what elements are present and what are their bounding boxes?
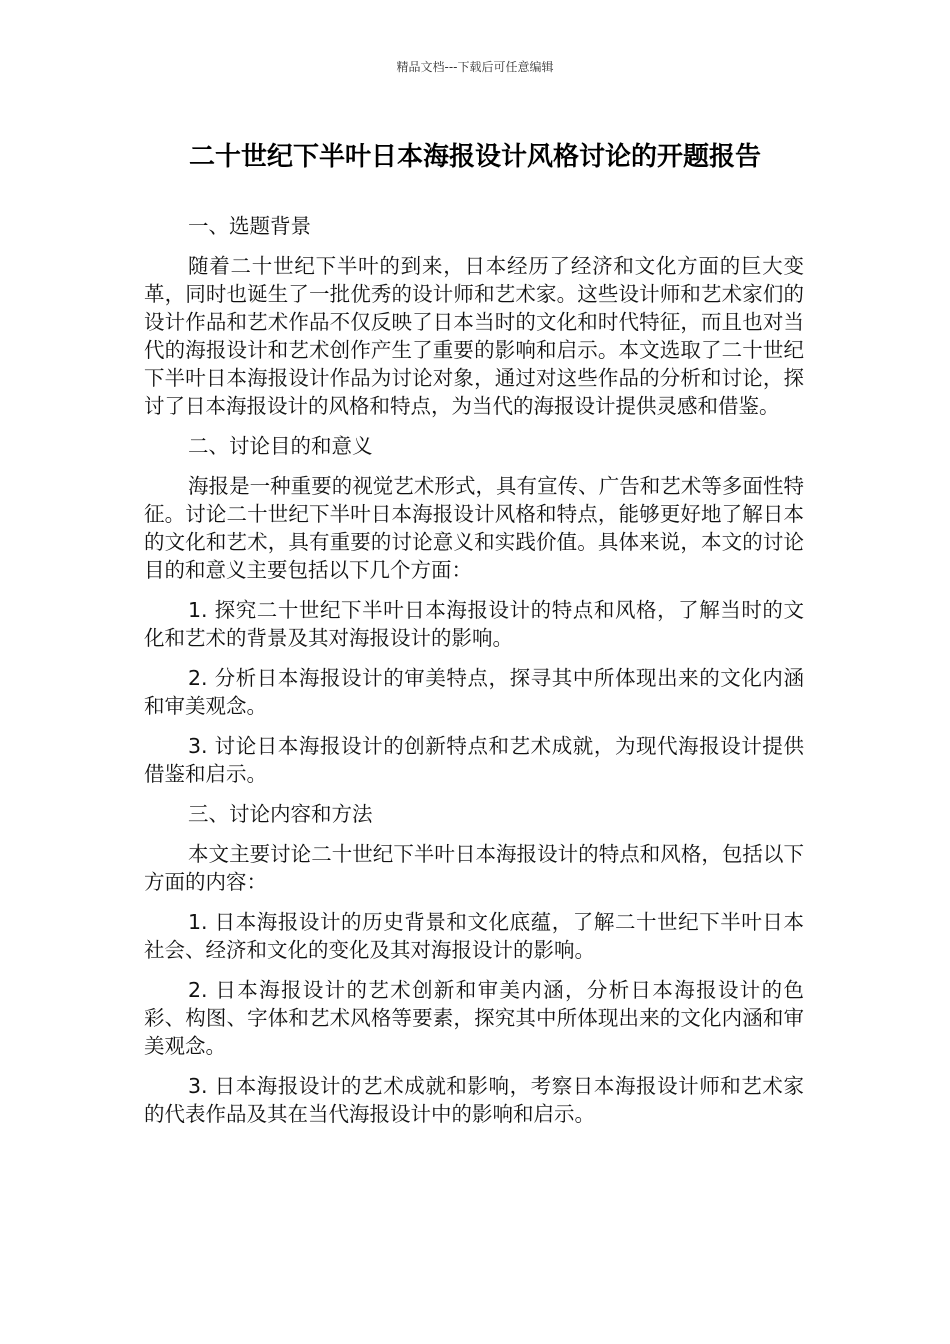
purpose-paragraph: 海报是一种重要的视觉艺术形式，具有宣传、广告和艺术等多面性特征。讨论二十世纪下半叶日本海报设计风格和特点，能够更好地了解日本的文化和艺术，具有重要的讨论意义和实践价值。具体来说，本文的讨论目的和意义主要包括以下几个方面： xyxy=(144,474,804,582)
section-heading-purpose: 二、讨论目的和意义 xyxy=(188,434,373,458)
purpose-item-2: 2. 分析日本海报设计的审美特点，探寻其中所体现出来的文化内涵和审美观念。 xyxy=(144,666,804,718)
section-heading-background: 一、选题背景 xyxy=(188,214,311,238)
section-heading-content-methods: 三、讨论内容和方法 xyxy=(188,802,373,826)
purpose-item-1: 1. 探究二十世纪下半叶日本海报设计的特点和风格，了解当时的文化和艺术的背景及其对海报设计的影响。 xyxy=(144,598,804,650)
purpose-item-3: 3. 讨论日本海报设计的创新特点和艺术成就，为现代海报设计提供借鉴和启示。 xyxy=(144,734,804,786)
content-item-2: 2. 日本海报设计的艺术创新和审美内涵，分析日本海报设计的色彩、构图、字体和艺术风格等要素，探究其中所体现出来的文化内涵和审美观念。 xyxy=(144,978,804,1058)
content-paragraph: 本文主要讨论二十世纪下半叶日本海报设计的特点和风格，包括以下方面的内容： xyxy=(144,842,804,894)
content-item-1: 1. 日本海报设计的历史背景和文化底蕴，了解二十世纪下半叶日本社会、经济和文化的变化及其对海报设计的影响。 xyxy=(144,910,804,962)
document-title: 二十世纪下半叶日本海报设计风格讨论的开题报告 xyxy=(188,142,761,172)
background-paragraph: 随着二十世纪下半叶的到来，日本经历了经济和文化方面的巨大变革，同时也诞生了一批优秀的设计师和艺术家。这些设计师和艺术家们的设计作品和艺术作品不仅反映了日本当时的文化和时代特征，而且也对当代的海报设计和艺术创作产生了重要的影响和启示。本文选取了二十世纪下半叶日本海报设计作品为讨论对象，通过对这些作品的分析和讨论，探讨了日本海报设计的风格和特点，为当代的海报设计提供灵感和借鉴。 xyxy=(144,254,804,418)
content-item-3: 3. 日本海报设计的艺术成就和影响，考察日本海报设计师和艺术家的代表作品及其在当代海报设计中的影响和启示。 xyxy=(144,1074,804,1126)
document-body xyxy=(144,212,804,1140)
header-note: 精品文档---下载后可任意编辑 xyxy=(396,60,554,74)
